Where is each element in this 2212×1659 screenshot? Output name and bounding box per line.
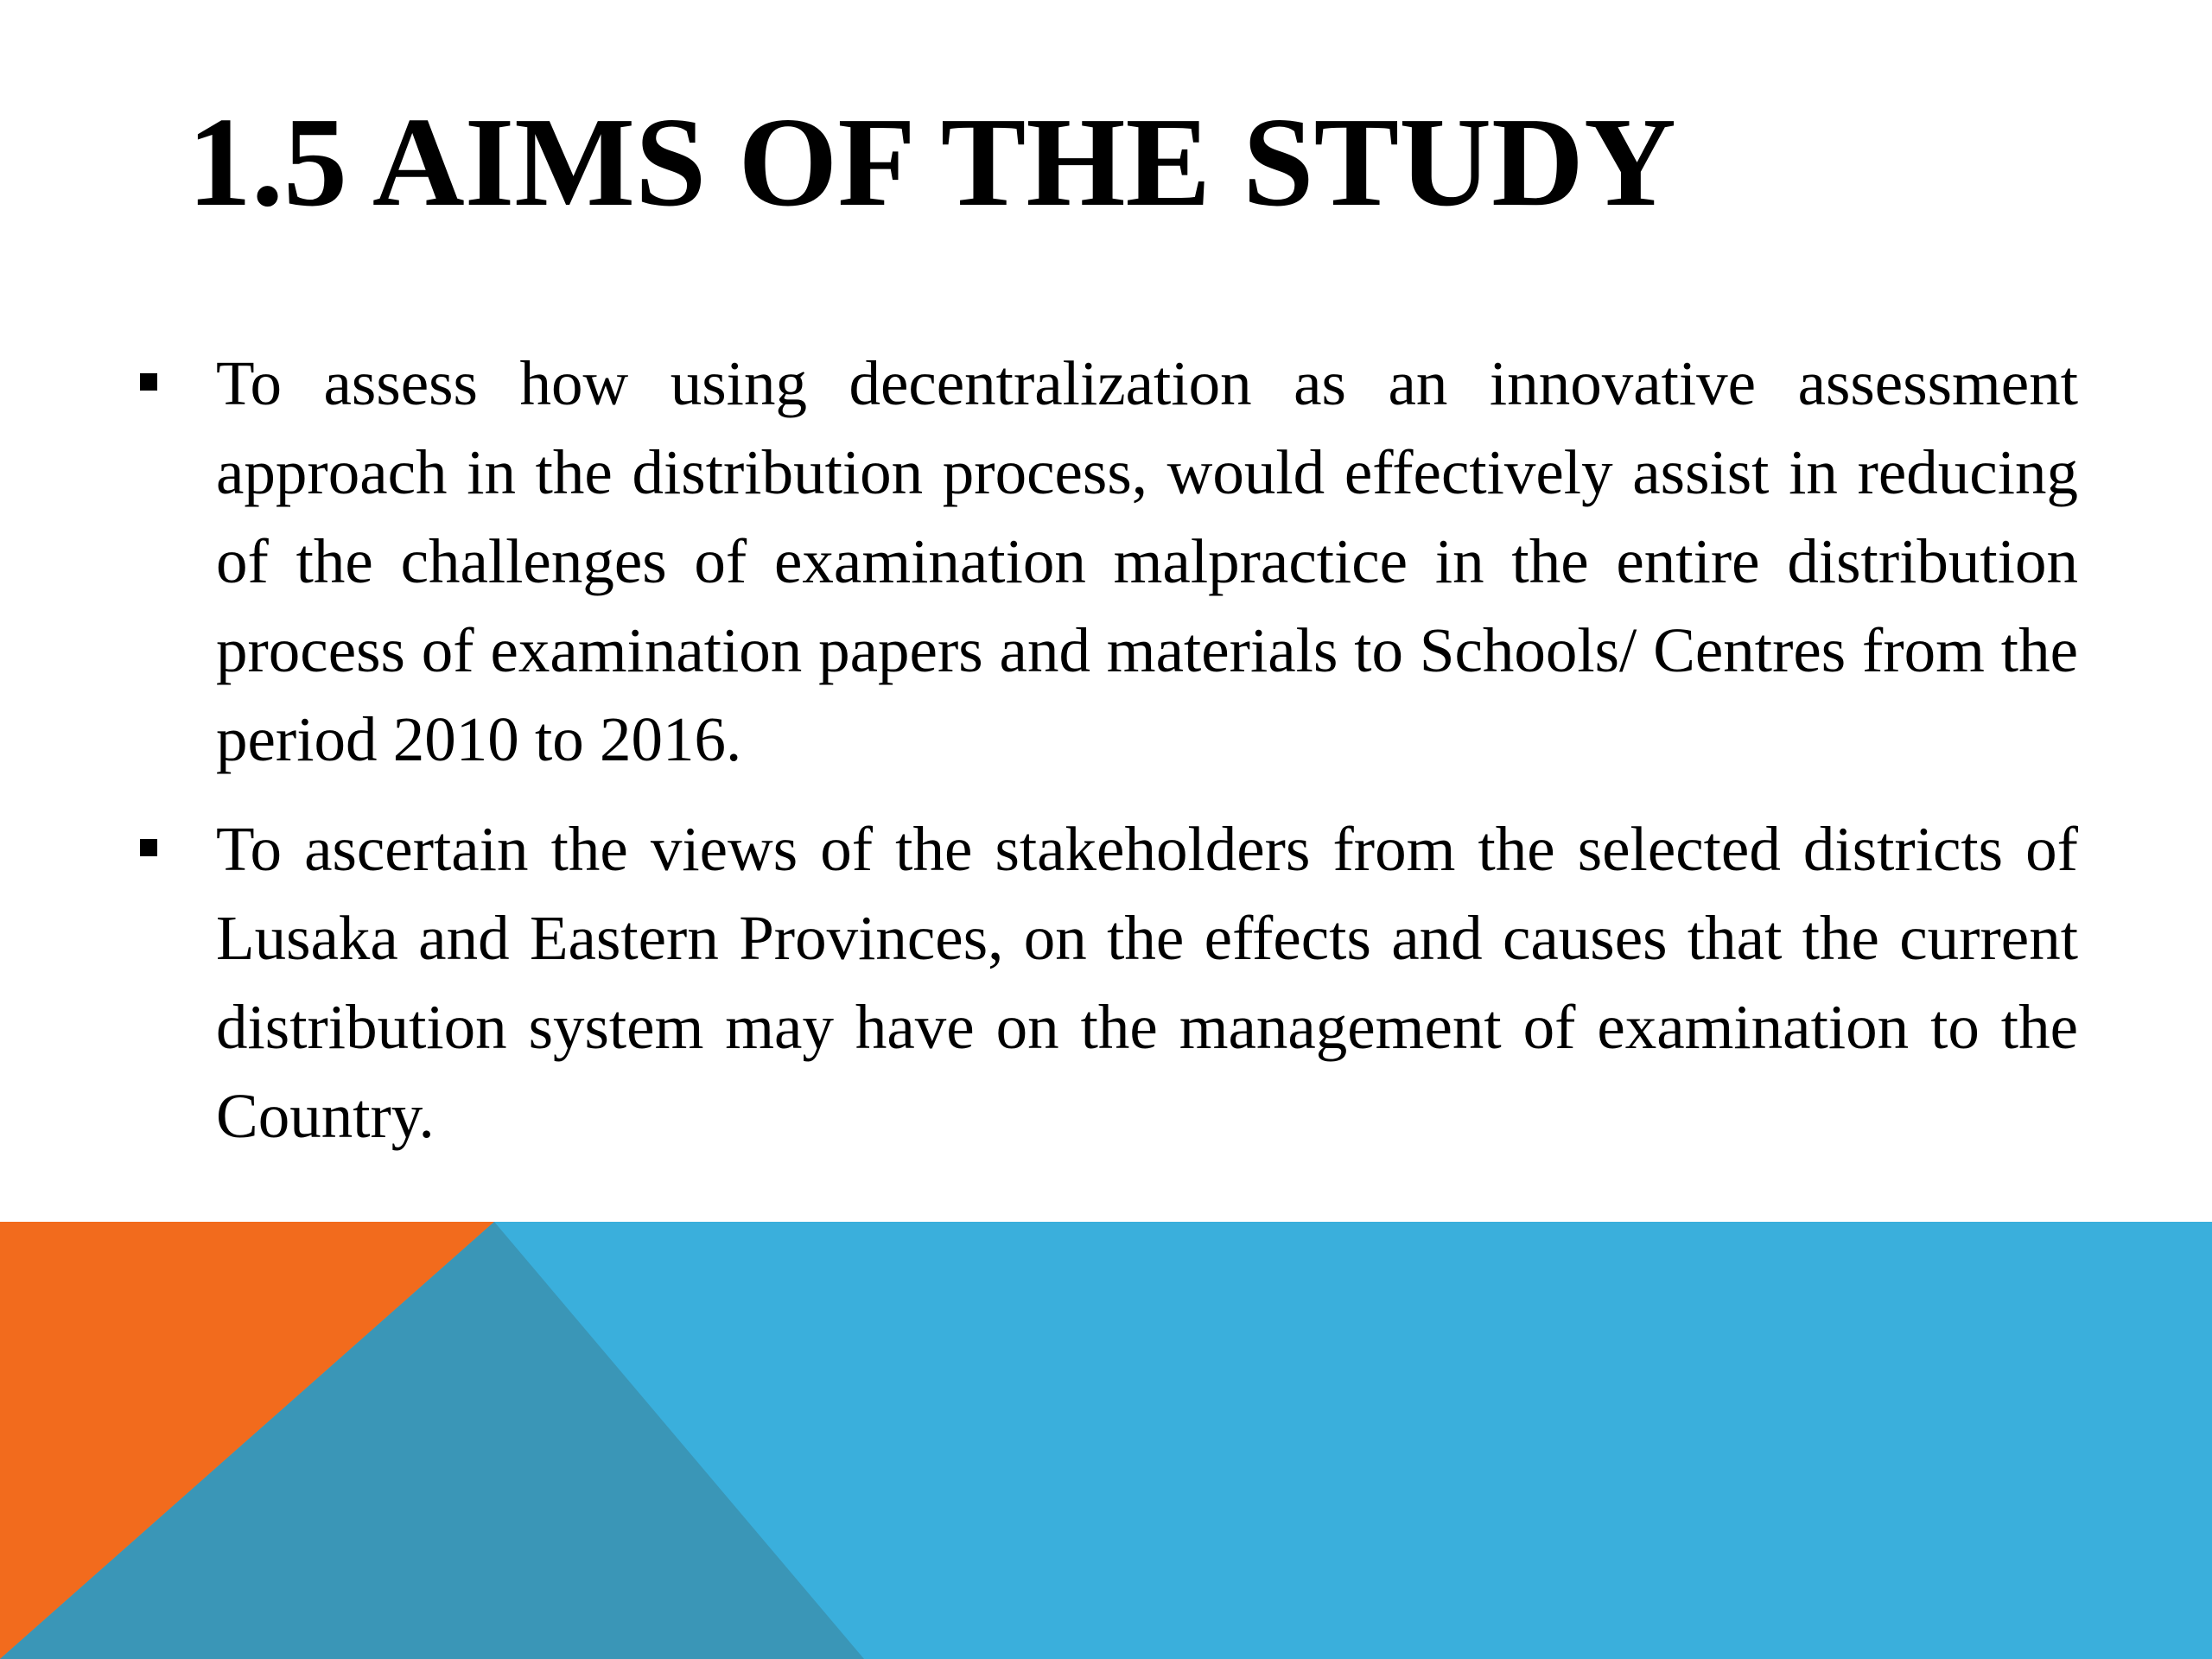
bullet-text: To assess how using decentralization as an innovative assessment approach in the distribution process, would effectively assist in reducing of the challenges of examination malpractice in the entire distribution process of examination papers and materials to Schools/ Centres from the period 2010 to 2016. bbox=[216, 348, 2078, 774]
bullet-item bbox=[216, 339, 2078, 784]
bullet-text: To ascertain the views of the stakeholders from the selected districts of Lusaka and Eastern Provinces, on the effects and causes that the current distribution system may have on the management of examination to the Country. bbox=[216, 814, 2078, 1151]
bullet-item bbox=[216, 804, 2078, 1160]
square-bullet-icon bbox=[140, 373, 157, 391]
slide-title: 1.5 AIMS OF THE STUDY bbox=[188, 92, 1676, 233]
bullet-list bbox=[216, 339, 2078, 1181]
square-bullet-icon bbox=[140, 839, 157, 856]
